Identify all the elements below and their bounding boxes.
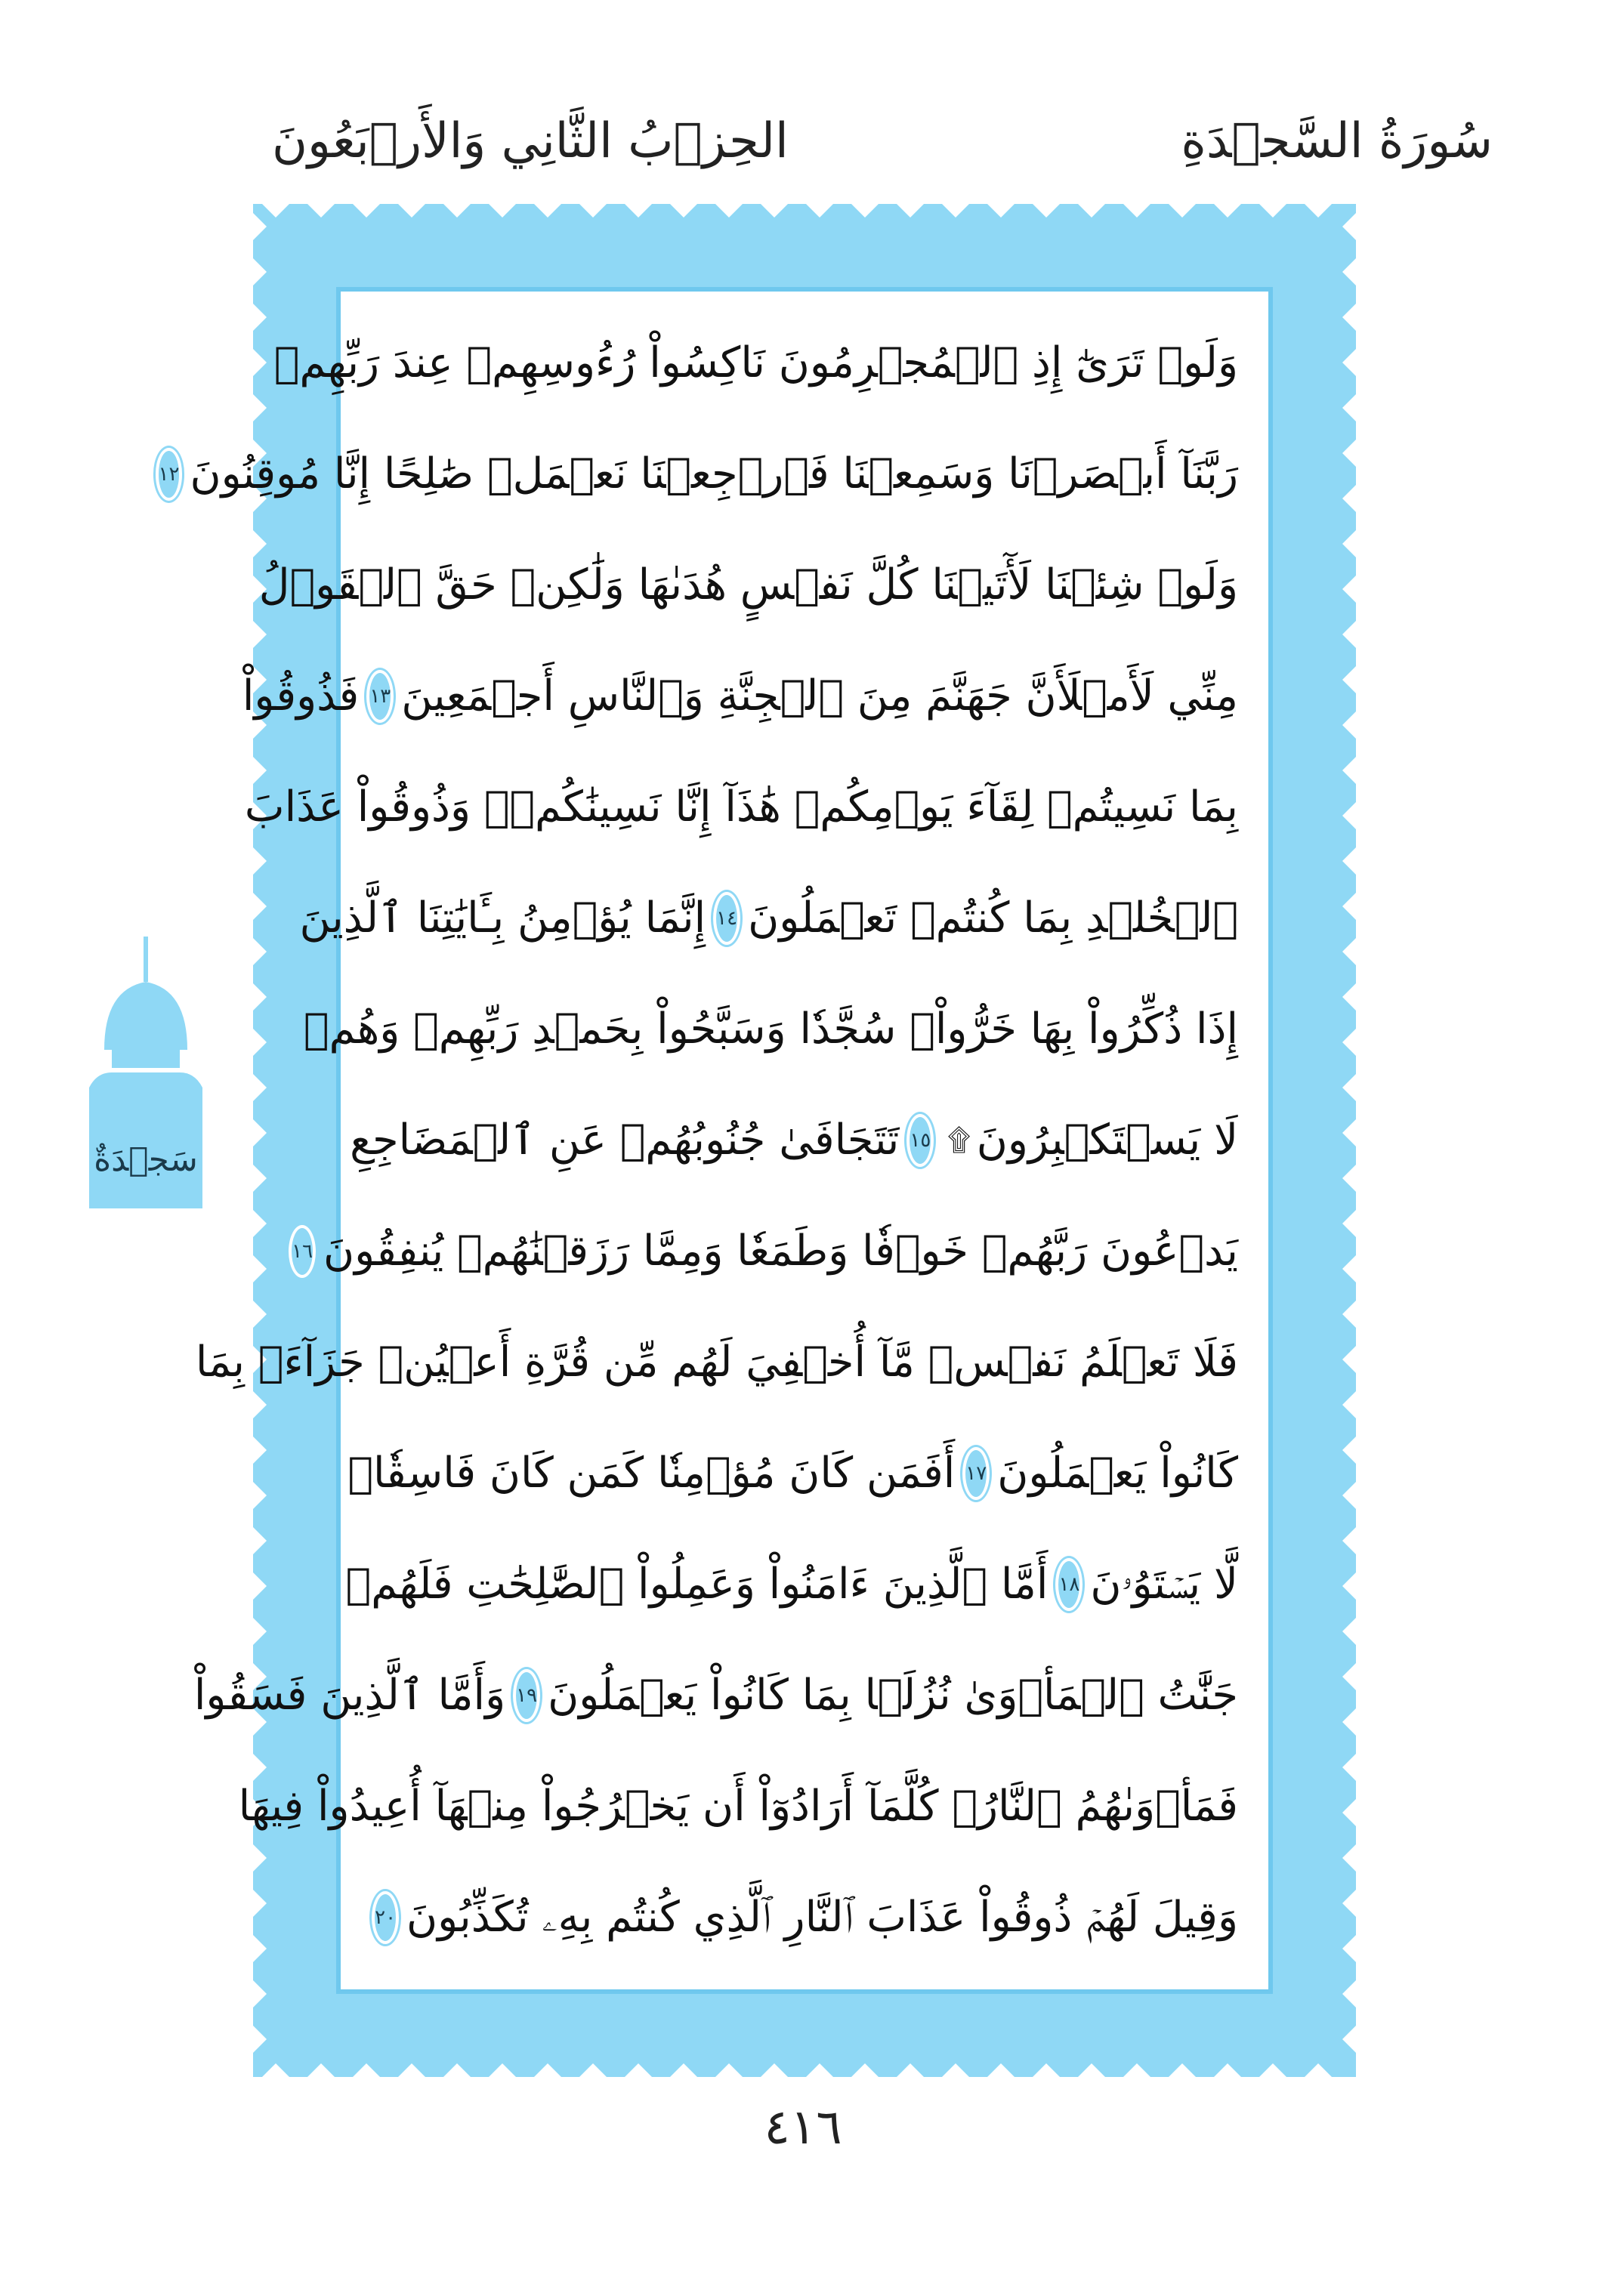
frame-scallop	[1342, 213, 1356, 240]
frame-scallop	[253, 1074, 267, 1101]
verse-line	[347, 1424, 1238, 1523]
frame-scallop	[670, 204, 697, 218]
frame-scallop	[942, 2063, 969, 2077]
ayah-number-marker: ١٢	[156, 448, 183, 501]
frame-scallop	[534, 204, 561, 218]
hizb-title: الحِزۡبُ الثَّانِي وَالأَرۡبَعُونَ	[272, 113, 789, 169]
frame-scallop	[1342, 1437, 1356, 1464]
sajda-marker-label: سَجۡدَةٌ	[94, 1140, 198, 1179]
frame-scallop	[1342, 258, 1356, 285]
frame-scallop	[1342, 1482, 1356, 1509]
frame-scallop	[1214, 2063, 1241, 2077]
frame-scallop	[1342, 485, 1356, 512]
frame-scallop	[307, 2063, 335, 2077]
frame-scallop	[715, 2063, 743, 2077]
frame-scallop	[1342, 394, 1356, 421]
frame-scallop	[806, 2063, 833, 2077]
verse-text: وَلَوۡ شِئۡنَا لَأٓتَيۡنَا كُلَّ نَفۡسٍ هُدَىٰهَا وَلَٰكِنۡ حَقَّ ٱلۡقَوۡلُ	[258, 560, 1238, 609]
frame-scallop	[253, 2026, 267, 2053]
frame-scallop	[253, 1572, 267, 1600]
frame-scallop	[897, 2063, 924, 2077]
verse-line	[158, 425, 1238, 523]
frame-scallop	[1342, 1165, 1356, 1192]
frame-scallop	[1342, 1754, 1356, 1781]
verse-text: أَمَّا ٱلَّذِينَ ءَامَنُواْ وَعَمِلُواْ ٱلصَّٰلِحَٰتِ فَلَهُمۡ	[345, 1560, 1049, 1609]
frame-scallop	[942, 204, 969, 218]
verse-line	[242, 647, 1238, 745]
verse-text: إِذَا ذُكِّرُواْ بِهَا خَرُّواْۤ سُجَّدٗا وَسَبَّحُواْ بِحَمۡدِ رَبِّهِمۡ وَهُمۡ	[303, 1004, 1238, 1054]
frame-scallop	[489, 204, 516, 218]
frame-scallop	[253, 1029, 267, 1056]
frame-scallop	[253, 1255, 267, 1282]
frame-scallop	[1342, 1980, 1356, 2007]
frame-scallop	[1342, 1935, 1356, 1962]
frame-scallop	[579, 2063, 607, 2077]
frame-scallop	[579, 204, 607, 218]
verse-text: فَمَأۡوَىٰهُمُ ٱلنَّارُۖ كُلَّمَآ أَرَادُوٓاْ أَن يَخۡرُجُواْ مِنۡهَآ أُعِيدُواْ فِيهَا	[238, 1782, 1238, 1831]
frame-scallop	[253, 258, 267, 285]
ayah-number-marker: ١٤	[713, 892, 740, 945]
frame-scallop	[262, 2063, 289, 2077]
frame-scallop	[1342, 1663, 1356, 1690]
page-number: ٤١٦	[764, 2100, 842, 2156]
frame-scallop	[489, 2063, 516, 2077]
frame-scallop	[1342, 666, 1356, 693]
frame-scallop	[398, 204, 425, 218]
frame-scallop	[253, 1437, 267, 1464]
verse-text: رَبَّنَآ أَبۡصَرۡنَا وَسَمِعۡنَا فَٱرۡجِعۡنَا نَعۡمَلۡ صَٰلِحًا إِنَّا مُوقِنُونَ	[190, 449, 1238, 498]
frame-scallop	[253, 1210, 267, 1237]
frame-scallop	[1033, 204, 1060, 218]
ayah-number-marker: ١٨	[1055, 1558, 1083, 1611]
frame-scallop	[1342, 304, 1356, 331]
verse-text: بِمَا نَسِيتُمۡ لِقَآءَ يَوۡمِكُمۡ هَٰذَآ إِنَّا نَسِينَٰكُمۡۖ وَذُوقُواْ عَذَابَ	[244, 782, 1238, 832]
verse-line	[193, 1646, 1238, 1745]
frame-scallop	[253, 983, 267, 1011]
frame-scallop	[851, 204, 879, 218]
frame-scallop	[1342, 2026, 1356, 2053]
verse-text: وَقِيلَ لَهُمۡ ذُوقُواْ عَذَابَ ٱلنَّارِ ٱلَّذِي كُنتُم بِهِۦ تُكَذِّبُونَ	[406, 1893, 1238, 1942]
frame-scallop	[1342, 1618, 1356, 1645]
frame-scallop	[253, 349, 267, 376]
verse-text: لَا يَسۡتَكۡبِرُونَ	[976, 1116, 1238, 1165]
surah-title: سُورَةُ السَّجۡدَةِ	[1181, 113, 1493, 169]
frame-scallop	[253, 394, 267, 421]
frame-scallop	[1169, 2063, 1196, 2077]
frame-scallop	[1259, 204, 1286, 218]
frame-scallop	[1342, 1346, 1356, 1373]
frame-scallop	[1033, 2063, 1060, 2077]
frame-scallop	[1342, 802, 1356, 829]
verse-text: وَأَمَّا ٱلَّذِينَ فَسَقُواْ	[193, 1671, 506, 1720]
frame-scallop	[253, 1119, 267, 1146]
frame-scallop	[443, 204, 471, 218]
frame-scallop	[1342, 711, 1356, 739]
frame-scallop	[253, 1935, 267, 1962]
verse-text: تَتَجَافَىٰ جُنُوبُهُمۡ عَنِ ٱلۡمَضَاجِعِ	[350, 1116, 900, 1165]
frame-scallop	[1342, 1029, 1356, 1056]
frame-scallop	[1078, 204, 1105, 218]
frame-scallop	[1123, 204, 1150, 218]
verse-text: يَدۡعُونَ رَبَّهُمۡ خَوۡفٗا وَطَمَعٗا وَمِمَّا رَزَقۡنَٰهُمۡ يُنفِقُونَ	[323, 1227, 1238, 1276]
frame-scallop	[1342, 530, 1356, 557]
frame-scallop	[1342, 757, 1356, 784]
frame-scallop	[1342, 1572, 1356, 1600]
frame-scallop	[851, 2063, 879, 2077]
verse-line	[345, 1535, 1238, 1634]
frame-scallop	[625, 2063, 652, 2077]
frame-scallop	[806, 204, 833, 218]
frame-scallop	[253, 304, 267, 331]
frame-scallop	[1342, 440, 1356, 467]
frame-scallop	[1342, 1074, 1356, 1101]
frame-scallop	[253, 1482, 267, 1509]
frame-scallop	[253, 1980, 267, 2007]
text-panel	[158, 287, 1273, 1994]
frame-scallop	[1078, 2063, 1105, 2077]
frame-scallop	[1123, 2063, 1150, 2077]
ayah-number-marker: ٢٠	[372, 1891, 399, 1944]
frame-scallop	[253, 1618, 267, 1645]
frame-scallop	[253, 1527, 267, 1554]
frame-scallop	[761, 204, 788, 218]
frame-scallop	[443, 2063, 471, 2077]
frame-scallop	[1342, 1301, 1356, 1328]
verse-line	[273, 314, 1238, 412]
ayah-number-marker: ١٣	[366, 670, 394, 723]
frame-scallop	[253, 1165, 267, 1192]
frame-scallop	[987, 204, 1015, 218]
verse-line	[258, 536, 1238, 634]
ayah-number-marker: ١٥	[906, 1114, 934, 1167]
frame-scallop	[670, 2063, 697, 2077]
frame-scallop	[262, 204, 289, 218]
frame-scallop	[625, 204, 652, 218]
verse-text: لَّا يَسۡتَوُۥنَ	[1090, 1560, 1238, 1609]
verse-text: فَلَا تَعۡلَمُ نَفۡسٞ مَّآ أُخۡفِيَ لَهُم مِّن قُرَّةِ أَعۡيُنٖ جَزَآءَۢ بِمَا	[195, 1338, 1238, 1387]
frame-scallop	[1342, 576, 1356, 603]
frame-scallop	[1342, 1890, 1356, 1917]
frame-scallop	[1259, 2063, 1286, 2077]
frame-scallop	[897, 204, 924, 218]
verse-text: كَانُواْ يَعۡمَلُونَ	[997, 1449, 1238, 1498]
frame-scallop	[1342, 938, 1356, 965]
frame-scallop	[534, 2063, 561, 2077]
frame-scallop	[1342, 983, 1356, 1011]
frame-scallop	[1342, 893, 1356, 920]
frame-scallop	[987, 2063, 1015, 2077]
verse-line	[299, 869, 1238, 967]
verse-text: مِنِّي لَأَمۡلَأَنَّ جَهَنَّمَ مِنَ ٱلۡجِنَّةِ وَٱلنَّاسِ أَجۡمَعِينَ	[401, 671, 1238, 721]
verse-line	[303, 980, 1238, 1079]
frame-scallop	[1342, 1391, 1356, 1418]
frame-scallop	[1214, 204, 1241, 218]
frame-scallop	[1342, 1210, 1356, 1237]
frame-scallop	[1342, 1119, 1356, 1146]
ayah-number-marker: ١٦	[289, 1225, 316, 1278]
frame-scallop	[398, 2063, 425, 2077]
frame-scallop	[1342, 621, 1356, 648]
verse-line	[350, 1091, 1238, 1190]
frame-scallop	[253, 1890, 267, 1917]
verse-line	[371, 1869, 1238, 1967]
sajda-sign-icon: ۩	[947, 1123, 971, 1158]
frame-scallop	[1342, 1255, 1356, 1282]
ayah-number-marker: ١٧	[962, 1447, 990, 1500]
frame-scallop	[253, 893, 267, 920]
frame-scallop	[1342, 1708, 1356, 1736]
frame-scallop	[1342, 1527, 1356, 1554]
frame-scallop	[1305, 204, 1332, 218]
frame-scallop	[1342, 1799, 1356, 1826]
frame-scallop	[761, 2063, 788, 2077]
frame-scallop	[715, 204, 743, 218]
frame-scallop	[1342, 847, 1356, 875]
frame-scallop	[1305, 2063, 1332, 2077]
frame-scallop	[307, 204, 335, 218]
frame-scallop	[253, 213, 267, 240]
verse-lines	[158, 314, 1238, 1967]
verse-text: أَفَمَن كَانَ مُؤۡمِنٗا كَمَن كَانَ فَاسِقٗاۚ	[347, 1449, 956, 1498]
verse-line	[195, 1313, 1238, 1412]
verse-line	[292, 1202, 1238, 1301]
frame-scallop	[1342, 1844, 1356, 1872]
ayah-number-marker: ١٩	[513, 1669, 540, 1722]
verse-text: فَذُوقُواْ	[242, 671, 360, 721]
frame-scallop	[353, 204, 380, 218]
verse-text: ٱلۡخُلۡدِ بِمَا كُنتُمۡ تَعۡمَلُونَ	[748, 893, 1238, 943]
verse-text: وَلَوۡ تَرَىٰٓ إِذِ ٱلۡمُجۡرِمُونَ نَاكِسُواْ رُءُوسِهِمۡ عِندَ رَبِّهِمۡ	[273, 338, 1238, 387]
verse-text: إِنَّمَا يُؤۡمِنُ بِـَٔايَٰتِنَا ٱلَّذِينَ	[299, 893, 706, 943]
verse-line	[238, 1757, 1238, 1856]
frame-scallop	[1169, 204, 1196, 218]
frame-scallop	[353, 2063, 380, 2077]
page-frame	[158, 204, 1356, 2077]
frame-scallop	[1342, 349, 1356, 376]
verse-line	[244, 758, 1238, 856]
frame-scallop	[253, 938, 267, 965]
verse-text: جَنَّٰتُ ٱلۡمَأۡوَىٰ نُزُلَۢا بِمَا كَانُواْ يَعۡمَلُونَ	[548, 1671, 1238, 1720]
